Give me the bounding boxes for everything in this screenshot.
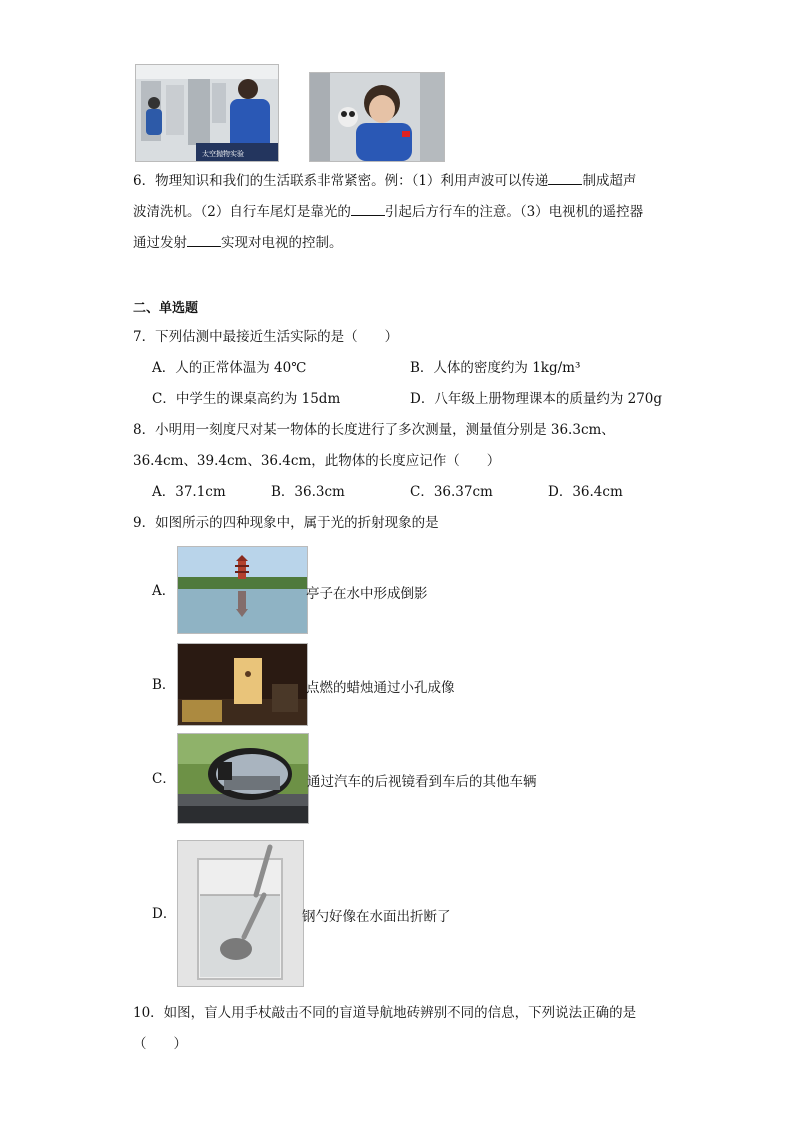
car-mirror-image [178,734,308,823]
q10-stem-line-1: 10．如图，盲人用手杖敲击不同的盲道导航地砖辨别不同的信息，下列说法正确的是 [133,1005,637,1021]
q6-text-2a: 波清洗机。（2）自行车尾灯是靠光的 [133,204,351,220]
photo-caption: 太空抛物实验 [202,150,244,158]
q8-option-d[interactable]: D．36.4cm [548,484,623,500]
q9-option-d-text: 钢勺好像在水面出折断了 [302,909,451,925]
space-station-scene-left [136,65,278,161]
q9-option-c-text: 通过汽车的后视镜看到车后的其他车辆 [307,774,537,790]
q9-option-a-text: 亭子在水中形成倒影 [306,586,428,602]
q6-text-2b: 引起后方行车的注意。（3）电视机的遥控器 [384,204,644,220]
section-title-single-choice: 二、单选题 [133,301,199,316]
q9-option-b-label[interactable]: B． [152,677,176,693]
q8-stem-line-2: 36.4cm、39.4cm、36.4cm，此物体的长度应记作（ ） [133,453,501,469]
pagoda-reflection-photo [177,546,308,634]
q6-blank-1[interactable] [548,173,582,185]
space-station-photo-left [135,64,279,162]
space-station-photo-right [309,72,445,162]
q8-option-c[interactable]: C．36.37cm [410,484,493,500]
spoon-in-water-image [178,841,303,986]
q9-option-d-label[interactable]: D． [152,906,177,922]
q6-text-3a: 通过发射 [133,235,187,251]
q8-option-b[interactable]: B．36.3cm [271,484,345,500]
q10-stem-line-2: （ ） [133,1036,187,1052]
q6-line-2 [133,203,643,221]
q6-blank-3[interactable] [187,235,221,247]
q7-option-c[interactable]: C．中学生的课桌高约为 15dm [152,391,341,407]
candle-pinhole-photo [177,643,308,726]
q9-option-b-text: 点燃的蜡烛通过小孔成像 [306,680,455,696]
astronaut-with-toy-scene [310,73,444,161]
q6-text-1a: 6．物理知识和我们的生活联系非常紧密。例：（1）利用声波可以传递 [133,173,549,189]
q6-blank-2[interactable] [351,204,385,216]
pagoda-reflection-image [178,547,307,633]
q9-option-a-label[interactable]: A． [152,583,176,599]
q7-option-a[interactable]: A．人的正常体温为 40℃ [152,360,307,376]
q6-line-1 [133,172,636,190]
car-mirror-photo [177,733,309,824]
q6-text-1b: 制成超声 [582,173,637,189]
q9-option-c-label[interactable]: C． [152,771,176,787]
q7-option-d[interactable]: D．八年级上册物理课本的质量约为 270g [410,391,663,407]
spoon-in-water-photo [177,840,304,987]
q7-stem: 7．下列估测中最接近生活实际的是（ ） [133,329,399,345]
q6-text-3b: 实现对电视的控制。 [221,235,343,251]
q8-option-a[interactable]: A．37.1cm [152,484,226,500]
q6-line-3 [133,234,343,252]
q7-option-b[interactable]: B．人体的密度约为 1kg/m³ [410,360,581,376]
q8-stem-line-1: 8．小明用一刻度尺对某一物体的长度进行了多次测量，测量值分别是 36.3cm、 [133,422,615,438]
candle-pinhole-image [178,644,307,725]
q9-stem: 9．如图所示的四种现象中，属于光的折射现象的是 [133,515,439,531]
